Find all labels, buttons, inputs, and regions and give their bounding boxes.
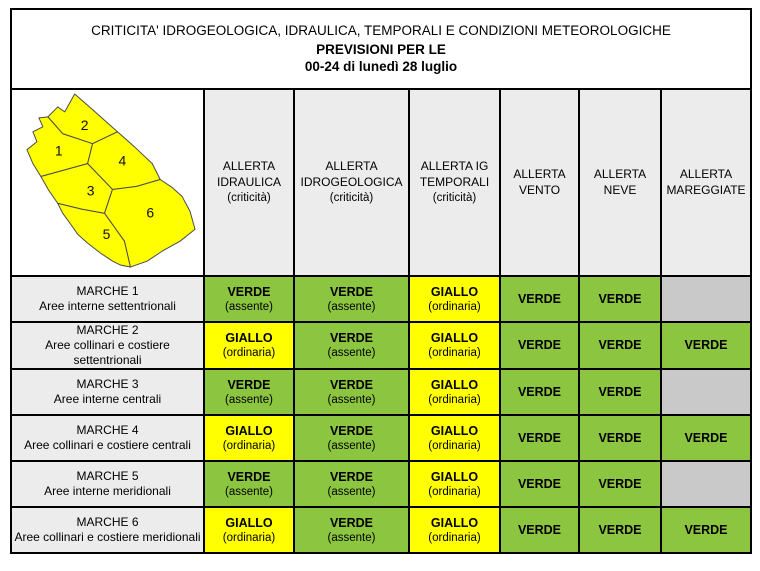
alert-sub: (ordinaria)	[428, 347, 481, 360]
alert-bulletin-table	[10, 8, 752, 554]
alert-sub: (assente)	[327, 485, 376, 498]
map-zone-label-1: 1	[54, 142, 63, 159]
zone-label-cell	[11, 276, 204, 322]
alert-cell	[579, 322, 661, 369]
alert-value: GIALLO	[430, 377, 479, 392]
zone-name: MARCHE 3	[76, 377, 139, 391]
zone-area: Aree collinari e costiere centrali	[24, 438, 191, 452]
column-header-mareggiate	[661, 89, 751, 276]
alert-cell	[204, 507, 294, 553]
alert-value: VERDE	[598, 291, 642, 306]
column-header-sub: (criticità)	[329, 191, 374, 204]
alert-cell	[409, 507, 500, 553]
alert-value: GIALLO	[225, 515, 273, 530]
alert-cell	[579, 507, 661, 553]
alert-value: VERDE	[598, 430, 642, 445]
alert-cell	[294, 507, 409, 553]
alert-cell	[661, 415, 751, 461]
alert-sub: (ordinaria)	[428, 485, 481, 498]
map-zone-label-5: 5	[102, 226, 111, 243]
zone-name: MARCHE 1	[76, 284, 139, 298]
alert-value: VERDE	[329, 284, 374, 299]
zone-area: Aree interne meridionali	[44, 484, 171, 498]
alert-value: VERDE	[329, 331, 374, 346]
alert-cell	[294, 415, 409, 461]
column-header-label: ALLERTA IDROGEOLOGICA	[300, 159, 403, 189]
alert-value: VERDE	[684, 338, 728, 353]
alert-cell	[204, 276, 294, 322]
alert-sub: (assente)	[327, 439, 376, 452]
alert-value: GIALLO	[430, 515, 479, 530]
column-header-label: ALLERTA IG TEMPORALI	[419, 159, 490, 189]
map-zone-label-6: 6	[146, 204, 155, 221]
alert-sub: (ordinaria)	[428, 393, 481, 406]
alert-value: GIALLO	[430, 423, 479, 438]
header-row	[11, 89, 751, 276]
alert-value: GIALLO	[430, 284, 479, 299]
bulletin-title	[11, 9, 751, 89]
title-line-criticita: CRITICITA' IDROGEOLOGICA, IDRAULICA, TEMPORALI E CONDIZIONI METEOROLOGICHE	[91, 22, 671, 38]
table-row-marche-4	[11, 415, 751, 461]
alert-cell-empty	[661, 369, 751, 415]
alert-value: VERDE	[329, 423, 374, 438]
alert-cell	[579, 276, 661, 322]
alert-sub: (assente)	[225, 485, 273, 498]
alert-sub: (assente)	[327, 531, 376, 544]
zone-name: MARCHE 4	[76, 423, 139, 437]
alert-value: VERDE	[517, 476, 562, 491]
alert-cell	[409, 369, 500, 415]
title-line-date: 00-24 di lunedì 28 luglio	[304, 58, 458, 74]
table-row-marche-5	[11, 461, 751, 507]
title-row	[11, 9, 751, 89]
alert-cell	[409, 461, 500, 507]
alert-value: GIALLO	[430, 331, 479, 346]
zone-label-cell	[11, 415, 204, 461]
zone-name: MARCHE 5	[76, 469, 139, 483]
table-row-marche-6	[11, 507, 751, 553]
alert-cell	[294, 461, 409, 507]
alert-cell	[204, 322, 294, 369]
alert-cell	[661, 322, 751, 369]
column-header-label: ALLERTA NEVE	[593, 166, 647, 197]
alert-value: VERDE	[598, 476, 642, 491]
alert-value: VERDE	[598, 384, 642, 399]
alert-value: VERDE	[517, 338, 562, 353]
alert-cell	[204, 415, 294, 461]
column-header-label: ALLERTA IDRAULICA	[216, 159, 281, 189]
alert-cell	[500, 369, 579, 415]
alert-value: VERDE	[227, 284, 271, 299]
alert-cell	[204, 461, 294, 507]
alert-value: VERDE	[517, 430, 562, 445]
column-header-sub: (criticità)	[432, 191, 477, 204]
zone-area: Aree collinari e costiere meridionali	[14, 530, 201, 544]
alert-sub: (assente)	[327, 347, 376, 360]
column-header-temporali	[409, 89, 500, 276]
alert-cell	[294, 369, 409, 415]
alert-cell	[579, 369, 661, 415]
alert-value: VERDE	[517, 522, 562, 537]
alert-cell	[500, 276, 579, 322]
alert-sub: (assente)	[225, 393, 273, 406]
alert-value: VERDE	[227, 469, 271, 484]
alert-sub: (assente)	[225, 300, 273, 313]
map-zone-label-3: 3	[86, 182, 95, 199]
column-header-label: ALLERTA VENTO	[513, 166, 566, 197]
alert-value: GIALLO	[225, 423, 273, 438]
alert-value: VERDE	[227, 377, 271, 392]
zone-area: Aree interne centrali	[53, 392, 162, 406]
map-zone-label-4: 4	[118, 152, 127, 169]
table-row-marche-1	[11, 276, 751, 322]
column-header-sub: (criticità)	[227, 191, 271, 204]
alert-value: VERDE	[598, 338, 642, 353]
alert-sub: (ordinaria)	[428, 300, 481, 313]
alert-cell	[579, 461, 661, 507]
alert-sub: (ordinaria)	[428, 531, 481, 544]
alert-cell	[500, 322, 579, 369]
map-zone-label-2: 2	[80, 116, 89, 133]
alert-value: VERDE	[684, 430, 728, 445]
alert-value: VERDE	[517, 291, 562, 306]
alert-cell-empty	[661, 461, 751, 507]
table-row-marche-2	[11, 322, 751, 369]
alert-cell	[409, 276, 500, 322]
column-header-idraulica	[204, 89, 294, 276]
alert-cell	[294, 276, 409, 322]
alert-value: GIALLO	[430, 469, 479, 484]
zone-label-cell	[11, 507, 204, 553]
alert-cell	[500, 507, 579, 553]
title-line-previsioni: PREVISIONI PER LE	[316, 41, 446, 57]
column-header-neve	[579, 89, 661, 276]
map-svg	[13, 92, 202, 273]
alert-value: VERDE	[517, 384, 562, 399]
zone-label-cell	[11, 369, 204, 415]
alert-value: VERDE	[598, 522, 642, 537]
alert-cell	[500, 415, 579, 461]
column-header-label: ALLERTA MAREGGIATE	[666, 166, 746, 197]
alert-cell	[409, 415, 500, 461]
zone-area: Aree interne settentrionali	[39, 299, 176, 313]
column-header-idrogeologica	[294, 89, 409, 276]
zone-label-cell	[11, 461, 204, 507]
alert-value: GIALLO	[225, 331, 273, 346]
alert-sub: (ordinaria)	[222, 347, 276, 360]
zone-name: MARCHE 2	[76, 323, 139, 337]
zone-area: Aree collinari e costiere settentrionali	[45, 338, 170, 367]
marche-zones-map	[11, 89, 204, 276]
alert-value: VERDE	[329, 377, 374, 392]
alert-sub: (ordinaria)	[222, 439, 276, 452]
alert-value: VERDE	[329, 515, 374, 530]
alert-cell	[579, 415, 661, 461]
zone-label-cell	[11, 322, 204, 369]
alert-cell	[204, 369, 294, 415]
alert-value: VERDE	[329, 469, 374, 484]
alert-sub: (assente)	[327, 393, 376, 406]
alert-cell	[500, 461, 579, 507]
alert-cell	[409, 322, 500, 369]
alert-sub: (ordinaria)	[428, 439, 481, 452]
zone-name: MARCHE 6	[76, 515, 139, 529]
alert-sub: (assente)	[327, 300, 376, 313]
table-row-marche-3	[11, 369, 751, 415]
alert-value: VERDE	[684, 522, 728, 537]
alert-cell	[661, 507, 751, 553]
alert-sub: (ordinaria)	[222, 531, 276, 544]
column-header-vento	[500, 89, 579, 276]
alert-cell-empty	[661, 276, 751, 322]
alert-cell	[294, 322, 409, 369]
